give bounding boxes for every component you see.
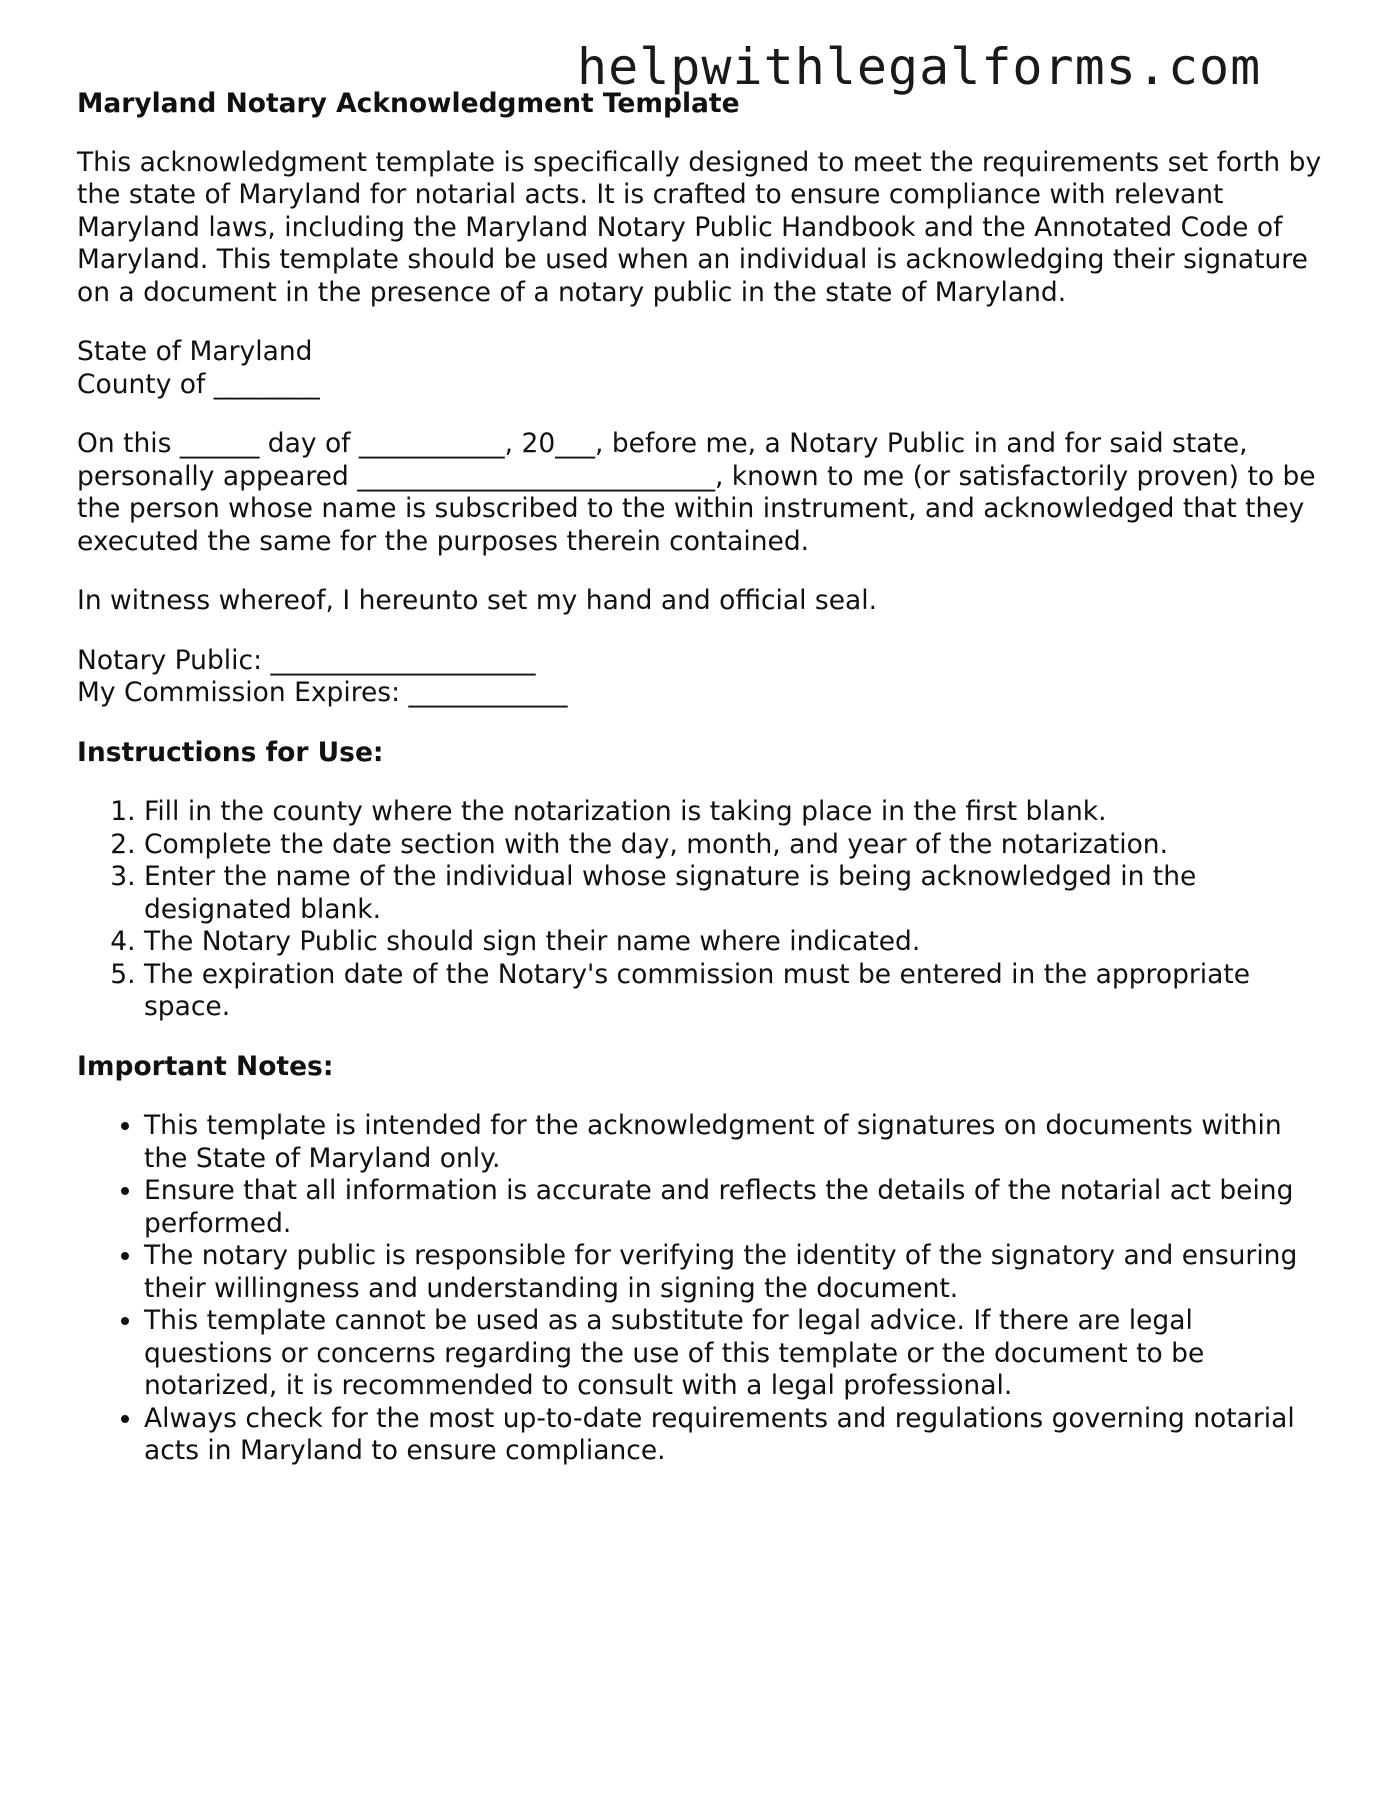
instructions-heading: Instructions for Use: bbox=[77, 736, 384, 768]
commission-expiry-line: My Commission Expires: ____________ bbox=[77, 677, 568, 708]
intro-paragraph: This acknowledgment template is specifically designed to meet the requirements set forth by the state of Maryland for notarial acts. It is crafted to ensure compliance with relevant Maryland laws, including the Maryland Notary Public Handbook and the Annotated Code of Maryland. This template should be used when an individual is acknowledging their signature on a document in the presence of a notary public in the state of Maryland. bbox=[77, 146, 1322, 308]
notes-list bbox=[77, 1110, 1322, 1468]
venue-state: State of Maryland bbox=[77, 336, 313, 367]
list-item: • Always check for the most up-to-date requirements and regulations governing notarial acts in Maryland to ensure compliance. bbox=[144, 1403, 1322, 1468]
list-item: • The notary public is responsible for verifying the identity of the signatory and ensuring their willingness and understanding in signing the document. bbox=[144, 1240, 1322, 1305]
notary-signature-line: Notary Public: ____________________ bbox=[77, 644, 536, 676]
document-title: Maryland Notary Acknowledgment Template bbox=[77, 88, 740, 119]
instructions-list bbox=[77, 796, 1322, 1024]
list-item: • Ensure that all information is accurate and reflects the details of the notarial act being performed. bbox=[144, 1175, 1322, 1240]
signature-block bbox=[77, 645, 1322, 710]
acknowledgment-paragraph: On this ______ day of ___________, 20___, before me, a Notary Public in and for said state, personally appeared ___________________________, known to me (or satisfactorily proven) to be the person whose name is subscribed to the within instrument, and acknowledged that they executed the same for the purposes therein contained. bbox=[77, 428, 1316, 557]
venue-block bbox=[77, 336, 1322, 401]
venue-county: County of ________ bbox=[77, 368, 320, 400]
list-item: 5. The expiration date of the Notary's commission must be entered in the appropriate space. bbox=[144, 959, 1322, 1024]
list-item: • This template cannot be used as a substitute for legal advice. If there are legal questions or concerns regarding the use of this template or the document to be notarized, it is recommended to consult with a legal professional. bbox=[144, 1305, 1322, 1403]
list-item: 2. Complete the date section with the day, month, and year of the notarization. bbox=[144, 829, 1322, 862]
list-item: 3. Enter the name of the individual whose signature is being acknowledged in the designated blank. bbox=[144, 861, 1322, 926]
list-item: 1. Fill in the county where the notarization is taking place in the first blank. bbox=[144, 796, 1322, 829]
list-item: 4. The Notary Public should sign their name where indicated. bbox=[144, 926, 1322, 959]
notes-heading: Important Notes: bbox=[77, 1050, 334, 1082]
watermark-text: helpwithlegalforms.com bbox=[577, 38, 1262, 96]
document-body bbox=[77, 88, 1322, 1495]
witness-statement: In witness whereof, I hereunto set my hand and official seal. bbox=[77, 585, 878, 616]
list-item: • This template is intended for the acknowledgment of signatures on documents within the State of Maryland only. bbox=[144, 1110, 1322, 1175]
